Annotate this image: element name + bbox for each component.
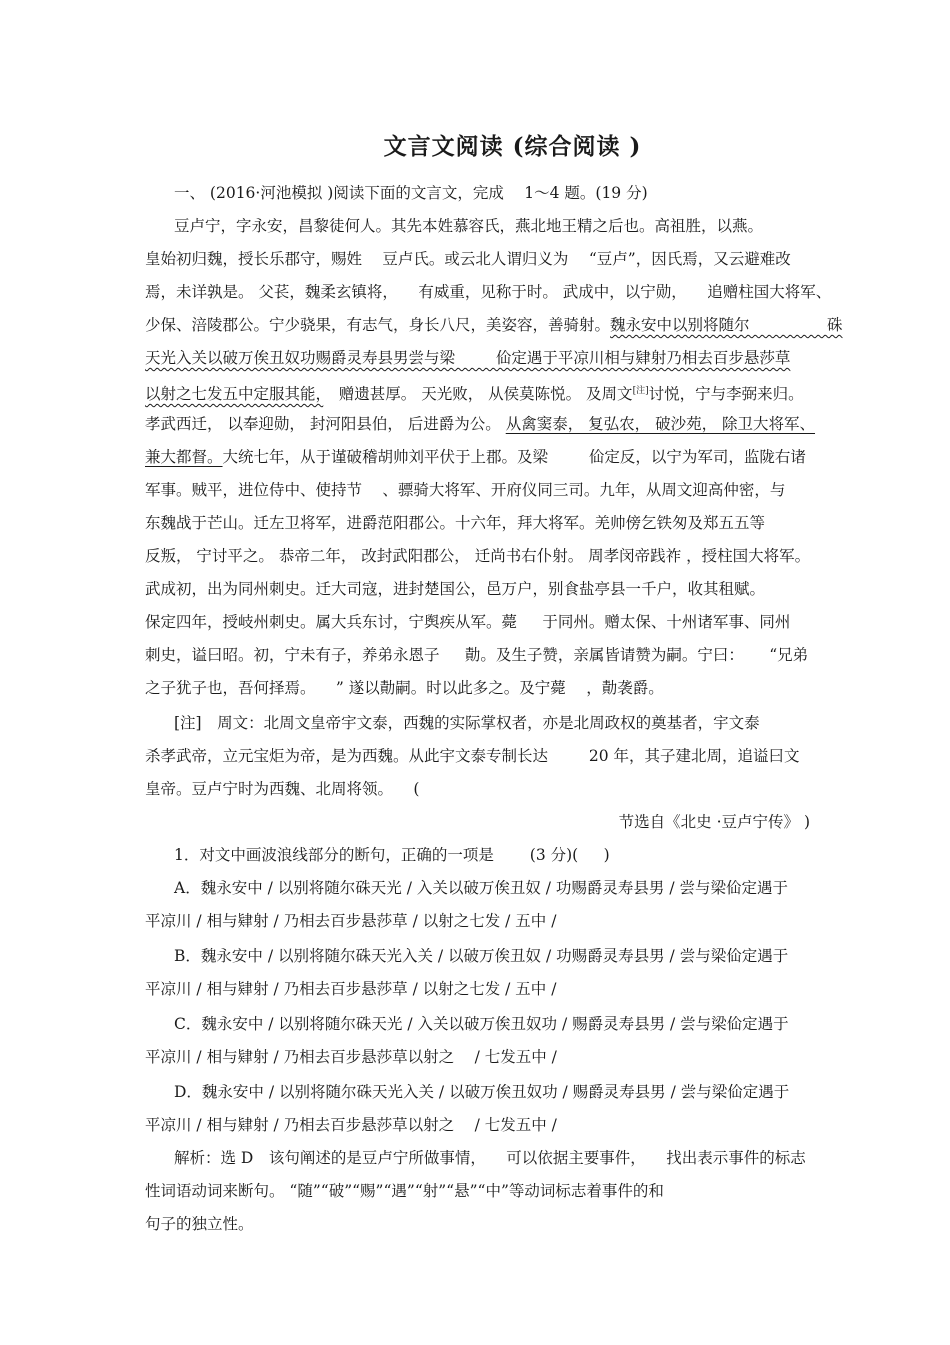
passage-text: 赠遗甚厚。 天光败， 从侯莫陈悦。 及周文: [323, 385, 633, 404]
passage-line: 东魏战于芒山。迁左卫将军，进爵范阳郡公。十六年，拜大将军。羌帅傍乞铁匆及郑五五等: [145, 514, 766, 532]
passage-line: 军事。贼平，进位侍中、使持节 、骠骑大将军、开府仪同三司。九年，从周文迎高仲密，与: [145, 481, 786, 499]
underlined-text: 兼大都督。: [145, 448, 223, 466]
passage-line: 皇始初归魏，授长乐郡守，赐姓 豆卢氏。或云北人谓归义为 “豆卢”，因氏焉，又云避难改: [145, 250, 791, 268]
passage-line: 保定四年，授岐州刺史。属大兵东讨，宁舆疾从军。薨 于同州。赠太保、十州诸军事、同州: [145, 613, 791, 631]
option-d-line2: 平凉川 / 相与肄射 / 乃相去百步悬莎草以射之 / 七发五中 /: [145, 1116, 557, 1134]
analysis-line: 解析：选 D 该句阐述的是豆卢宁所做事情， 可以依据主要事件， 找出表示事件的标志: [174, 1149, 806, 1167]
passage-line: [145, 381, 815, 404]
passage-line: 焉，未详孰是。 父苌，魏柔玄镇将， 有威重，见称于时。 武成中，以宁勋， 追赠柱国大将军、: [145, 283, 832, 301]
passage-text: 讨悦，宁与李弼来归。: [648, 385, 804, 404]
source-citation: 节选自《北史 ·豆卢宁传》 ): [618, 813, 810, 831]
option-c-line2: 平凉川 / 相与肄射 / 乃相去百步悬莎草以射之 / 七发五中 /: [145, 1048, 557, 1066]
note-line: 皇帝。豆卢宁时为西魏、北周将领。 (: [145, 780, 420, 798]
note-marker: [注]: [632, 386, 649, 396]
page-title: 文言文阅读 (综合阅读 ): [383, 133, 642, 160]
option-b-line2: 平凉川 / 相与肄射 / 乃相去百步悬莎草 / 以射之七发 / 五中 /: [145, 980, 557, 998]
passage-line: [145, 315, 843, 335]
note-line: 杀孝武帝，立元宝炬为帝，是为西魏。从此宇文泰专制长达 20 年，其子建北周，追谥曰文: [145, 747, 800, 765]
option-a-line1: A．魏永安中 / 以别将随尔硃天光 / 入关以破万俟丑奴 / 功赐爵灵寿县男 / 尝与梁佡定遇于: [174, 879, 789, 897]
passage-line: 反叛， 宁讨平之。 恭帝二年， 改封武阳郡公， 迁尚书右仆射。 周孝闵帝践祚 ，授柱国大将军。: [145, 547, 811, 565]
passage-text: 孝武西迁， 以奉迎勋， 封河阳县伯， 后进爵为公。: [145, 415, 506, 433]
passage-text: 少保、涪陵郡公。宁少骁果，有志气，身长八尺，美姿容，善骑射。: [145, 316, 611, 334]
passage-line: 刺史，谥曰昭。初，宁未有子，养弟永恩子 勣。及生子赞，亲属皆请赞为嗣。宁曰： “兄弟: [145, 646, 809, 664]
passage-text: 大统七年，从于谨破稽胡帅刘平伏于上郡。及梁 佡定反，以宁为军司，监陇右诸: [222, 448, 806, 466]
passage-line: 豆卢宁，字永安，昌黎徒何人。其先本姓慕容氏，燕北地王精之后也。高祖胜，以燕。: [174, 217, 764, 235]
passage-line: [145, 447, 815, 467]
passage-line: 武成初，出为同州刺史。迁大司寇，进封楚国公，邑万户，别食盐亭县一千户，收其租赋。: [145, 580, 766, 598]
underlined-text: 从禽窦泰， 复弘农， 破沙苑， 除卫大将军、: [505, 415, 816, 433]
wavy-underlined-line: 天光入关以破万俟丑奴功赐爵灵寿县男尝与梁 佡定遇于平凉川相与肄射乃相去百步悬莎草: [145, 349, 791, 367]
option-c-line1: C．魏永安中 / 以别将随尔硃天光 / 入关以破万俟丑奴功 / 赐爵灵寿县男 / 尝与梁佡定遇于: [174, 1015, 789, 1033]
passage-line: [145, 414, 815, 434]
option-b-line1: B．魏永安中 / 以别将随尔硃天光入关 / 以破万俟丑奴 / 功赐爵灵寿县男 / 尝与梁佡定遇于: [174, 947, 789, 965]
option-d-line1: D．魏永安中 / 以别将随尔硃天光入关 / 以破万俟丑奴功 / 赐爵灵寿县男 / 尝与梁佡定遇于: [174, 1083, 790, 1101]
question-1: 1．对文中画波浪线部分的断句，正确的一项是 (3 分)( ): [174, 846, 610, 864]
intro-line: 一、 (2016·河池模拟 )阅读下面的文言文，完成 1～4 题。(19 分): [174, 184, 648, 202]
option-a-line2: 平凉川 / 相与肄射 / 乃相去百步悬莎草 / 以射之七发 / 五中 /: [145, 912, 557, 930]
analysis-line: 性词语动词来断句。 “随”“破”“赐”“遇”“射”“悬”“中”等动词标志着事件的和: [145, 1182, 664, 1200]
note-line: [注] 周文：北周文皇帝宇文泰，西魏的实际掌权者，亦是北周政权的奠基者，宇文泰: [174, 714, 760, 732]
wavy-underlined-text: 魏永安中以别将随尔 硃: [610, 316, 843, 334]
passage-line: 之子犹子也，吾何择焉。 ” 遂以勣嗣。时以此多之。及宁薨 ，勣袭爵。: [145, 679, 664, 697]
wavy-underlined-text: 以射之七发五中定服其能，: [145, 385, 324, 404]
analysis-line: 句子的独立性。: [145, 1215, 254, 1233]
